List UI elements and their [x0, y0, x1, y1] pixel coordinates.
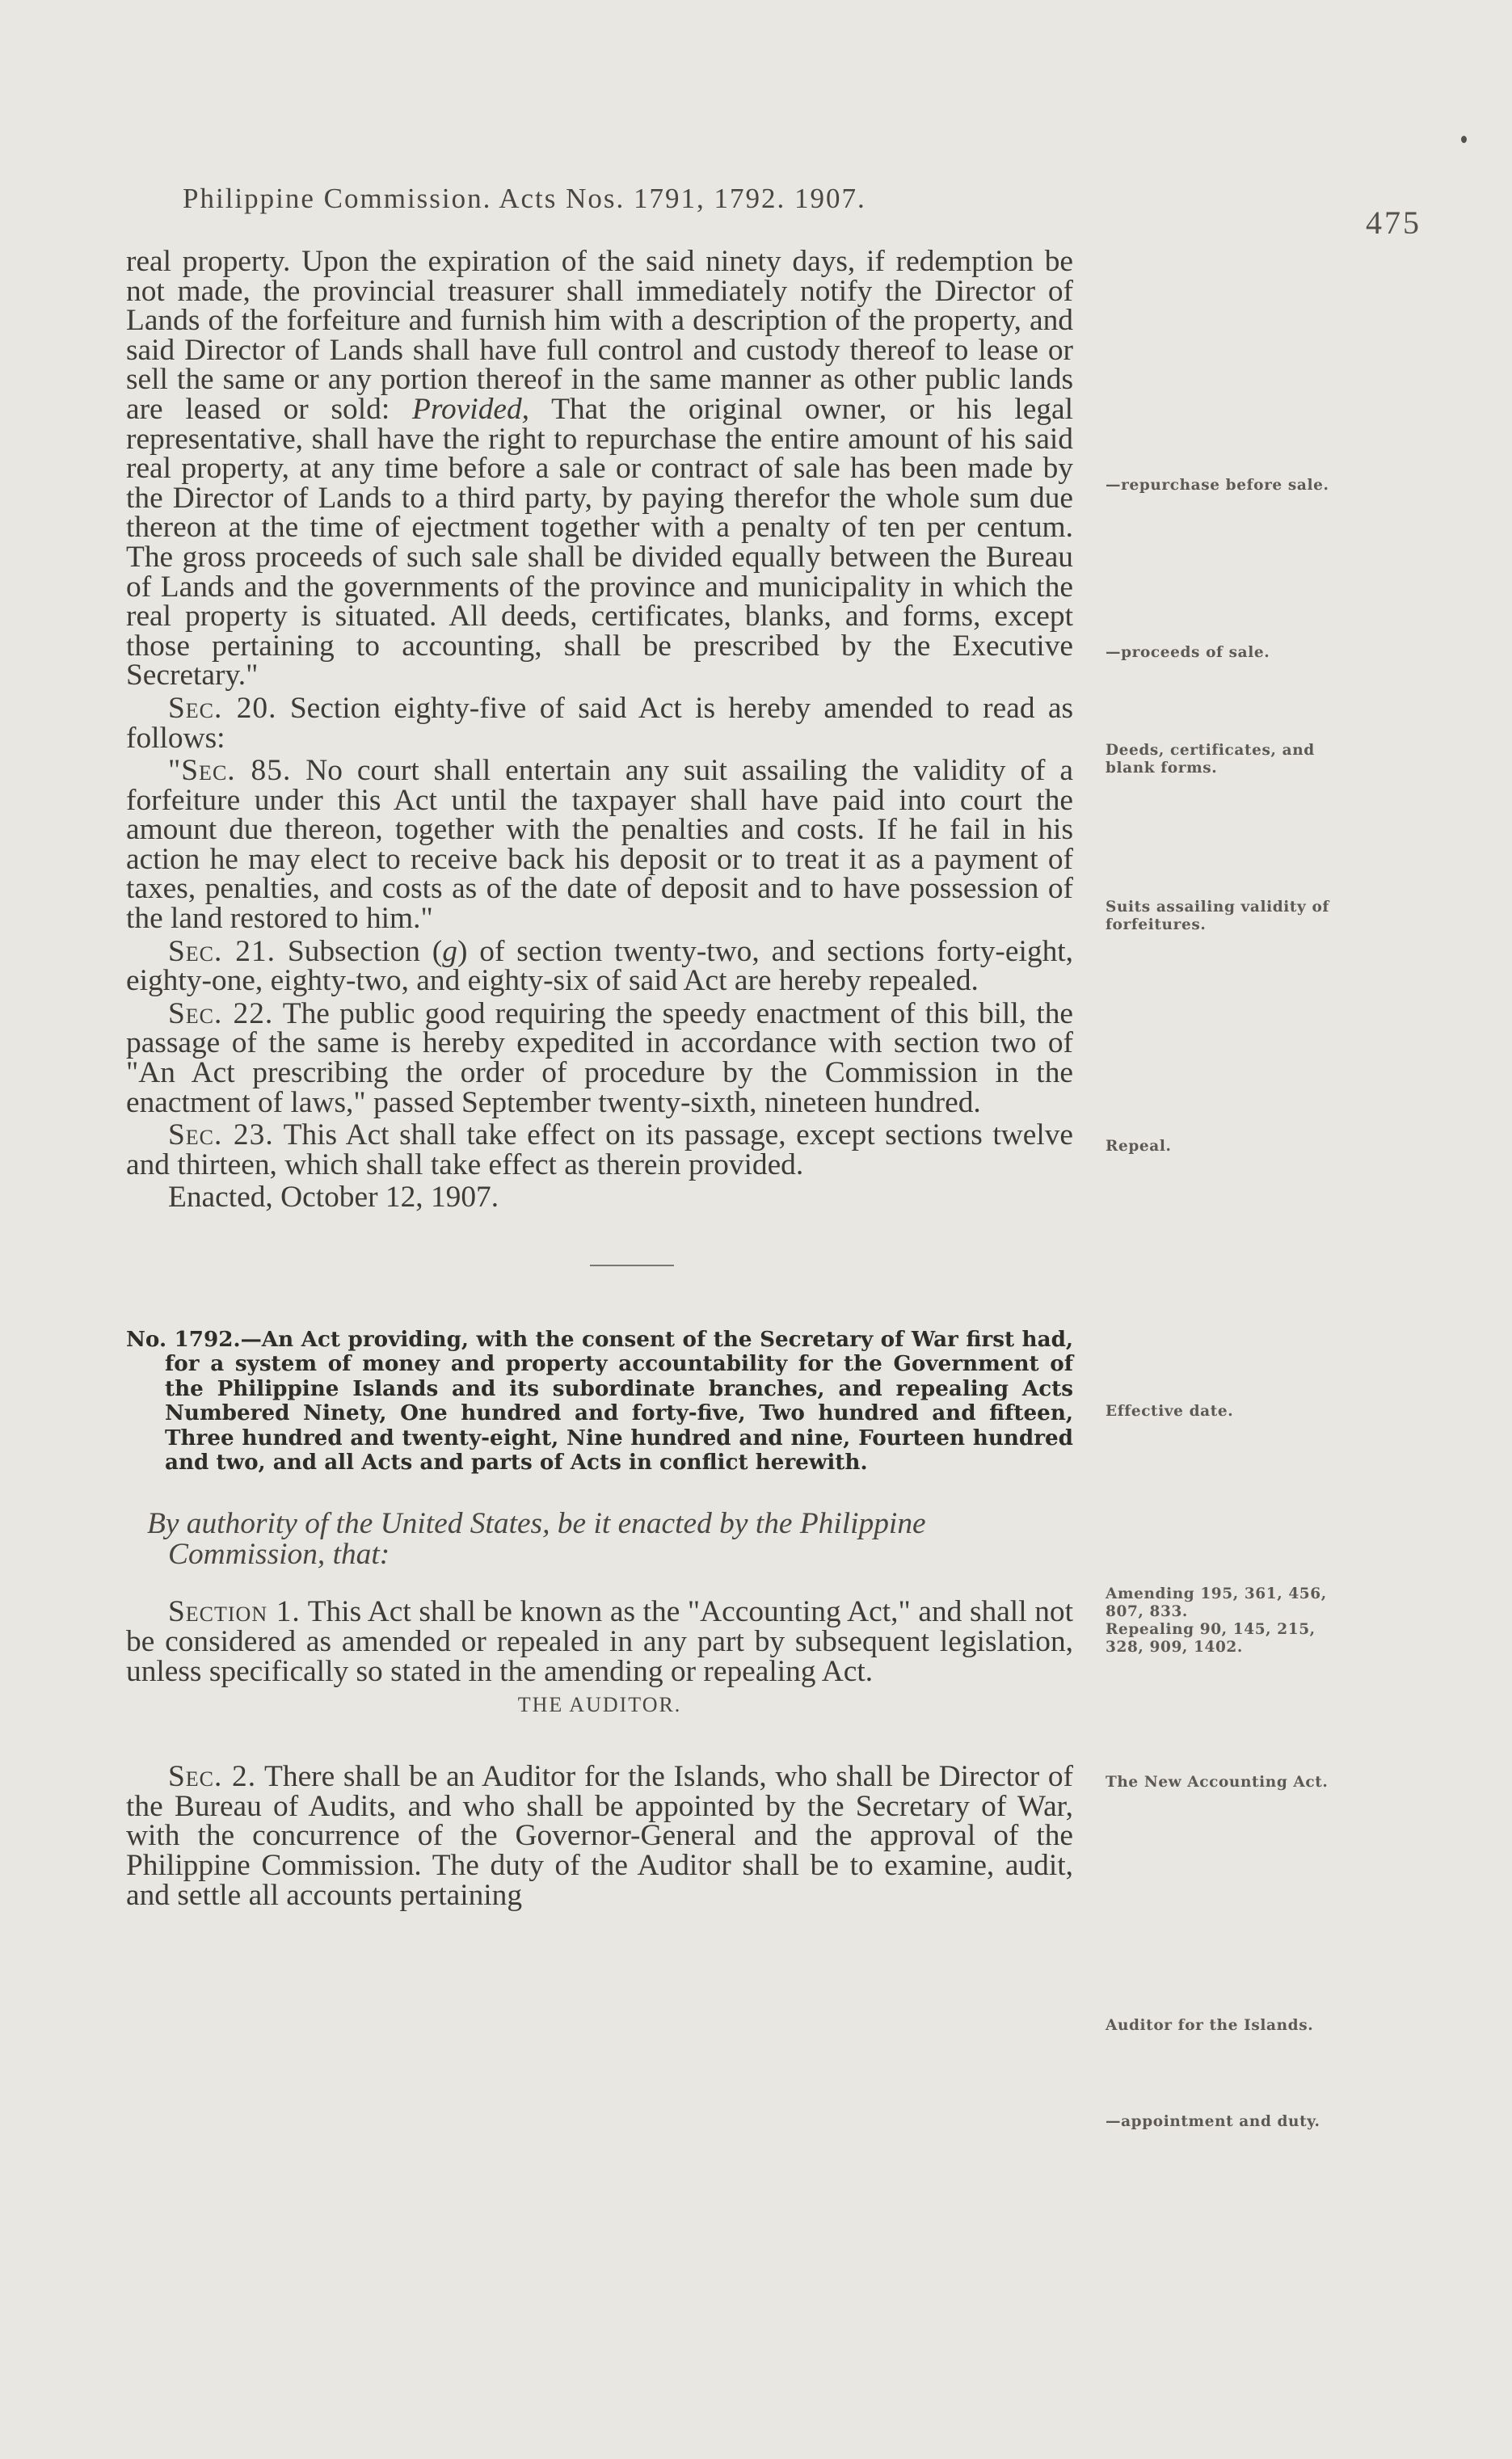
subsection-letter: g: [442, 934, 457, 968]
provided-italic: Provided,: [412, 392, 530, 426]
section-text: Subsection (: [287, 934, 443, 968]
page-number: 475: [1366, 204, 1421, 241]
margin-note-effective-date: Effective date.: [1106, 1403, 1234, 1420]
section-text: This Act shall be known as the "Accounting Act," and shall not be considered as amended or repealed in any part by subsequent legislation, unless specifically so stated in the amending or repealing Act.: [126, 1595, 1073, 1688]
paragraph-sec85: [126, 756, 1073, 934]
section-text: There shall be an Auditor for the Islands, who shall be Director of the Bureau of Audits, and who shall be appointed by the Secretary of War, with the concurrence of the Governor-General and the approval of the Philippine Commission. The duty of the Auditor shall be to examine, audit, and settle all accounts pertaining: [126, 1760, 1073, 1912]
paragraph-section-1: [126, 1595, 1073, 1688]
section-label: Sec. 20.: [168, 691, 277, 725]
enacted-date: Enacted, October 12, 1907.: [168, 1181, 499, 1215]
section-divider: [590, 1265, 674, 1266]
enacting-clause: By authority of the United States, be it enacted by the Philippine Commission, that:: [147, 1507, 926, 1572]
margin-note-suits: Suits assailing validity of forfeitures.: [1106, 899, 1329, 933]
section-label: "Sec. 85.: [168, 754, 292, 788]
paragraph-sec23: [126, 1118, 1074, 1181]
section-label: Sec. 23.: [168, 1118, 274, 1152]
act-title: No. 1792.—An Act providing, with the consent of the Secretary of War first had, for a system of money and property accountability for the Government of the Philippine Islands and its subordinate branches, and repealing Acts Numbered Ninety, One hundred and forty-five, Two hundred and fifteen, Three hundred and twenty-eight, Nine hundred and nine, Fourteen hundred and two, and all Acts and parts of Acts in conflict herewith.: [126, 1327, 1073, 1476]
section-text: This Act shall take effect on its passage, except sections twelve and thirteen, which shall take effect as therein provided.: [126, 1118, 1074, 1181]
margin-note-new-accounting-act: The New Accounting Act.: [1106, 1774, 1329, 1791]
paragraph-sec21: [126, 934, 1073, 998]
paragraph-sec22: [126, 996, 1073, 1119]
text: That the original owner, or his legal representative, shall have the right to repurchase the entire amount of his said real property, at any time before a sale or contract of sale has been made by the Director of Lands to a third party, by paying therefor the whole sum due thereon at the time of ejectment together with a penalty of ten per centum. The gross proceeds of such sale shall be divided equally between the Bureau of Lands and the governments of the province and municipality in which the real property is situated. All deeds, certificates, blanks, and forms, except those pertaining to accounting, shall be prescribed by the Executive Secretary.": [126, 392, 1073, 693]
paragraph-sec19-continuation: [126, 247, 1073, 691]
subheading-the-auditor: THE AUDITOR.: [517, 1693, 682, 1717]
section-text: No court shall entertain any suit assailing the validity of a forfeiture under this Act until the taxpayer shall have paid into court the amount due thereon, together with the penalties and costs. If he fail in his action he may elect to receive back his deposit or to treat it as a payment of taxes, penalties, and costs as of the date of deposit and to have possession of the land restored to him.": [126, 754, 1073, 936]
margin-note-amending: Amending 195, 361, 456, 807, 833.: [1106, 1585, 1327, 1620]
section-text: ) of section twenty-two, and sections forty-eight, eighty-one, eighty-two, and eighty-six of said Act are hereby repealed.: [126, 934, 1073, 998]
main-text-column: [126, 247, 1073, 1910]
margin-note-deeds: Deeds, certificates, and blank forms.: [1106, 742, 1315, 777]
margin-note-repurchase: —repurchase before sale.: [1106, 477, 1329, 494]
section-text: The public good requiring the speedy enactment of this bill, the passage of the same is hereby expedited in accordance with section two of "An Act prescribing the order of procedure by the Commission in the enactment of laws," passed September twenty-sixth, nineteen hundred.: [126, 996, 1073, 1119]
print-speck: [1461, 136, 1467, 143]
section-text: Section eighty-five of said Act is hereby amended to read as follows:: [126, 691, 1074, 755]
margin-note-appointment: —appointment and duty.: [1106, 2113, 1320, 2130]
margin-note-repealing: Repealing 90, 145, 215, 328, 909, 1402.: [1106, 1621, 1316, 1656]
text: real property. Upon the expiration of the said ninety days, if redemption be not made, the provincial treasurer shall immediately notify the Director of Lands of the forfeiture and furnish him with a description of the property, and said Director of Lands shall have full control and custody thereof to lease or sell the same or any portion thereof in the same manner as other public lands are leased or sold:: [126, 245, 1073, 426]
paragraph-sec20: [126, 691, 1074, 755]
section-label: Sec. 2.: [168, 1760, 257, 1794]
section-label: Sec. 22.: [168, 996, 274, 1030]
paragraph-section-2: [126, 1762, 1073, 1910]
section-label: Sec. 21.: [168, 934, 276, 968]
section-label: Section 1.: [168, 1595, 301, 1629]
margin-note-auditor: Auditor for the Islands.: [1106, 2017, 1314, 2034]
margin-note-repeal: Repeal.: [1106, 1138, 1172, 1155]
margin-note-proceeds: —proceeds of sale.: [1106, 644, 1270, 661]
running-head: Philippine Commission. Acts Nos. 1791, 1792. 1907.: [183, 183, 866, 214]
